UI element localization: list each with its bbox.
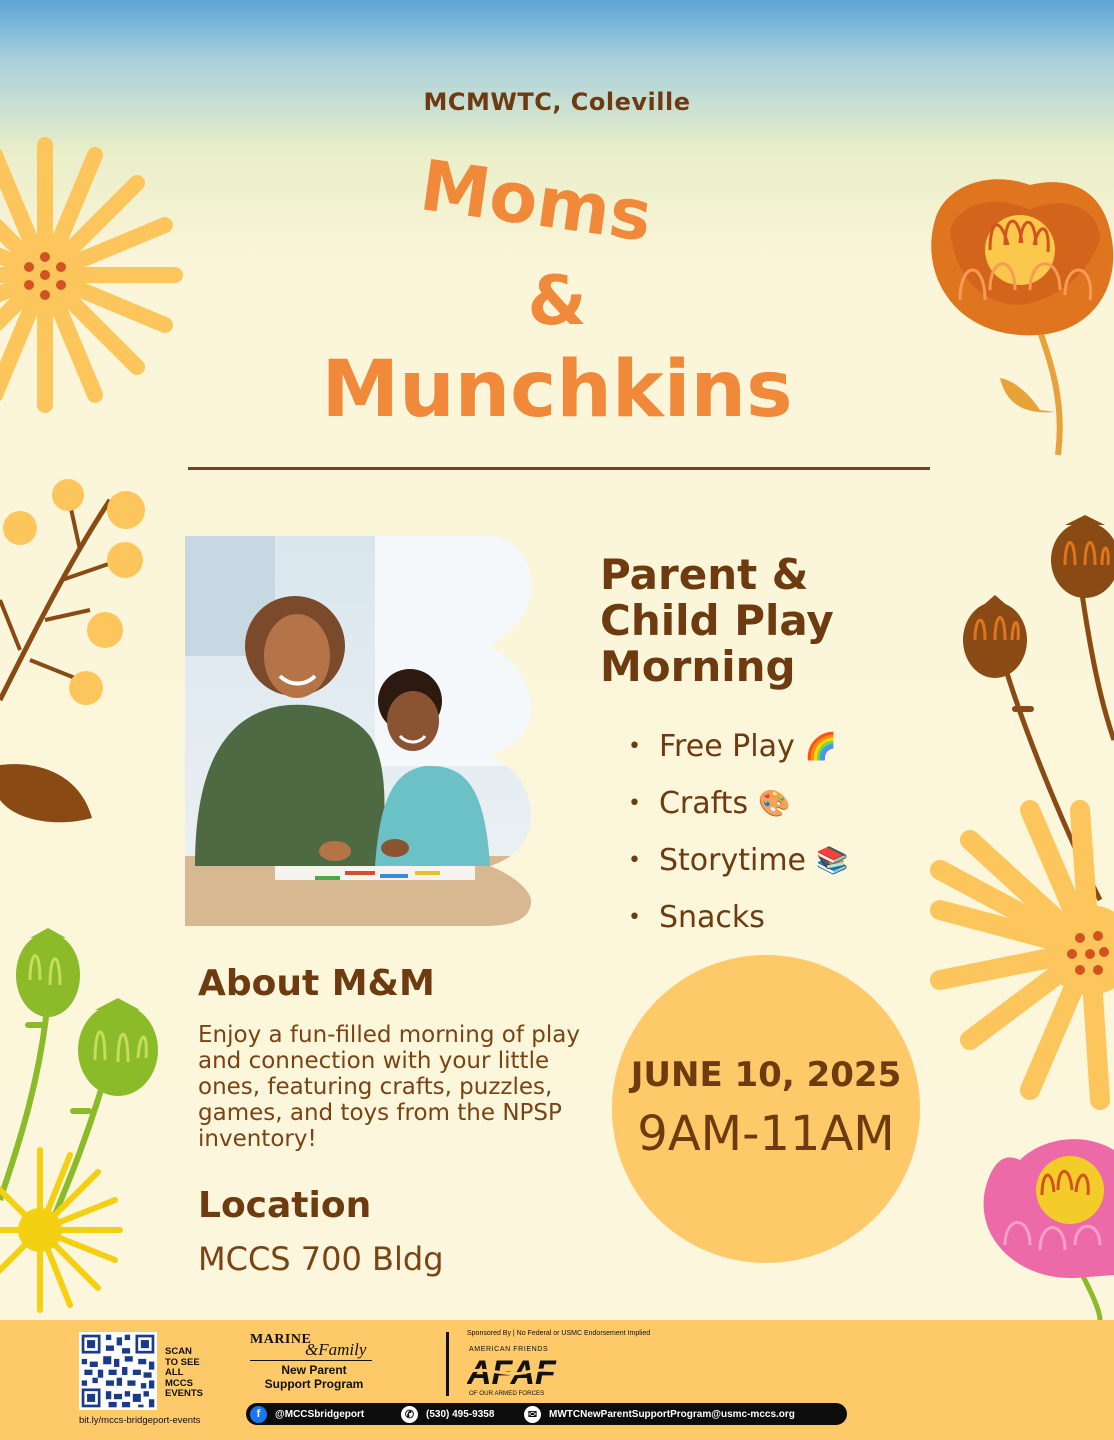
yellow-dandelion-bottom-left: [0, 1150, 120, 1310]
title-divider: [188, 467, 930, 470]
green-pods-left: [0, 928, 158, 1250]
event-heading-line2: Child Play: [600, 596, 834, 645]
mf-logo-family: &Family: [305, 1340, 367, 1359]
about-body: Enjoy a fun-filled morning of play and connection with your little ones, featuring crafts, puzzles, games, and toys from the NPSP inventory!: [198, 1022, 580, 1152]
program-name-line1: New Parent: [281, 1363, 347, 1377]
qr-caption: SCAN TO SEE ALL MCCS EVENTS: [165, 1346, 204, 1399]
berry-branch-left: [0, 479, 145, 822]
event-heading-line3: Morning: [600, 642, 796, 691]
event-date: JUNE 10, 2025: [630, 1055, 902, 1095]
program-name-line2: Support Program: [264, 1377, 364, 1391]
footer-separator: [446, 1332, 449, 1396]
mf-logo-marine: MARINE: [250, 1332, 312, 1347]
title-ampersand: &: [527, 262, 587, 341]
bullet-icon: •: [628, 905, 641, 930]
qr-code[interactable]: [79, 1332, 157, 1410]
pink-flower-bottom-right: [984, 1139, 1114, 1320]
about-heading: About M&M: [198, 963, 435, 1004]
bullet-icon: •: [628, 791, 641, 816]
location-value: MCCS 700 Bldg: [198, 1240, 444, 1278]
afaf-top-text: AMERICAN FRIENDS: [469, 1346, 549, 1353]
mf-logo-rule: [250, 1360, 372, 1361]
facebook-icon: f: [250, 1406, 267, 1423]
title-munchkins: Munchkins: [321, 345, 793, 435]
activity-list: [628, 718, 848, 946]
palette-icon: 🎨: [758, 788, 791, 819]
event-heading-line1: Parent &: [600, 550, 809, 599]
title-moms: Moms: [415, 144, 657, 258]
activity-label: Free Play: [658, 729, 795, 764]
email-icon: ✉: [524, 1406, 541, 1423]
activity-item: [628, 832, 848, 889]
email-address: MWTCNewParentSupportProgram@usmc-mccs.org: [549, 1408, 795, 1420]
activity-label: Storytime: [658, 843, 807, 878]
event-photo: [185, 536, 531, 926]
email-contact[interactable]: [524, 1403, 795, 1425]
bullet-icon: •: [628, 734, 641, 759]
activity-item: [628, 775, 848, 832]
contact-bar: [246, 1403, 847, 1425]
event-heading: [600, 552, 920, 690]
location-heading: Location: [198, 1185, 372, 1226]
activity-label: Snacks: [658, 900, 765, 935]
activity-item: [628, 889, 848, 946]
qr-url-link[interactable]: bit.ly/mccs-bridgeport-events: [79, 1415, 201, 1426]
afaf-mark: AFAF: [467, 1354, 556, 1392]
sponsor-disclaimer: Sponsored By | No Federal or USMC Endorsement Implied: [467, 1330, 651, 1337]
event-time: 9AM-11AM: [637, 1106, 895, 1162]
facebook-contact[interactable]: [250, 1403, 364, 1425]
afaf-logo: [467, 1342, 567, 1398]
facebook-handle: @MCCSbridgeport: [275, 1408, 365, 1420]
program-name: [250, 1363, 378, 1391]
phone-number: (530) 495-9358: [426, 1408, 495, 1420]
phone-icon: ✆: [401, 1406, 418, 1423]
yellow-daisy-right: [940, 810, 1114, 1100]
activity-item: [628, 718, 848, 775]
afaf-bottom-text: OF OUR ARMED FORCES: [469, 1390, 545, 1397]
rainbow-icon: 🌈: [804, 731, 838, 762]
marine-family-logo: [250, 1332, 378, 1391]
location-subtitle: MCMWTC, Coleville: [423, 88, 691, 116]
bullet-icon: •: [628, 848, 641, 873]
activity-label: Crafts: [658, 786, 749, 821]
books-icon: 📚: [816, 845, 849, 876]
phone-contact[interactable]: [401, 1403, 494, 1425]
